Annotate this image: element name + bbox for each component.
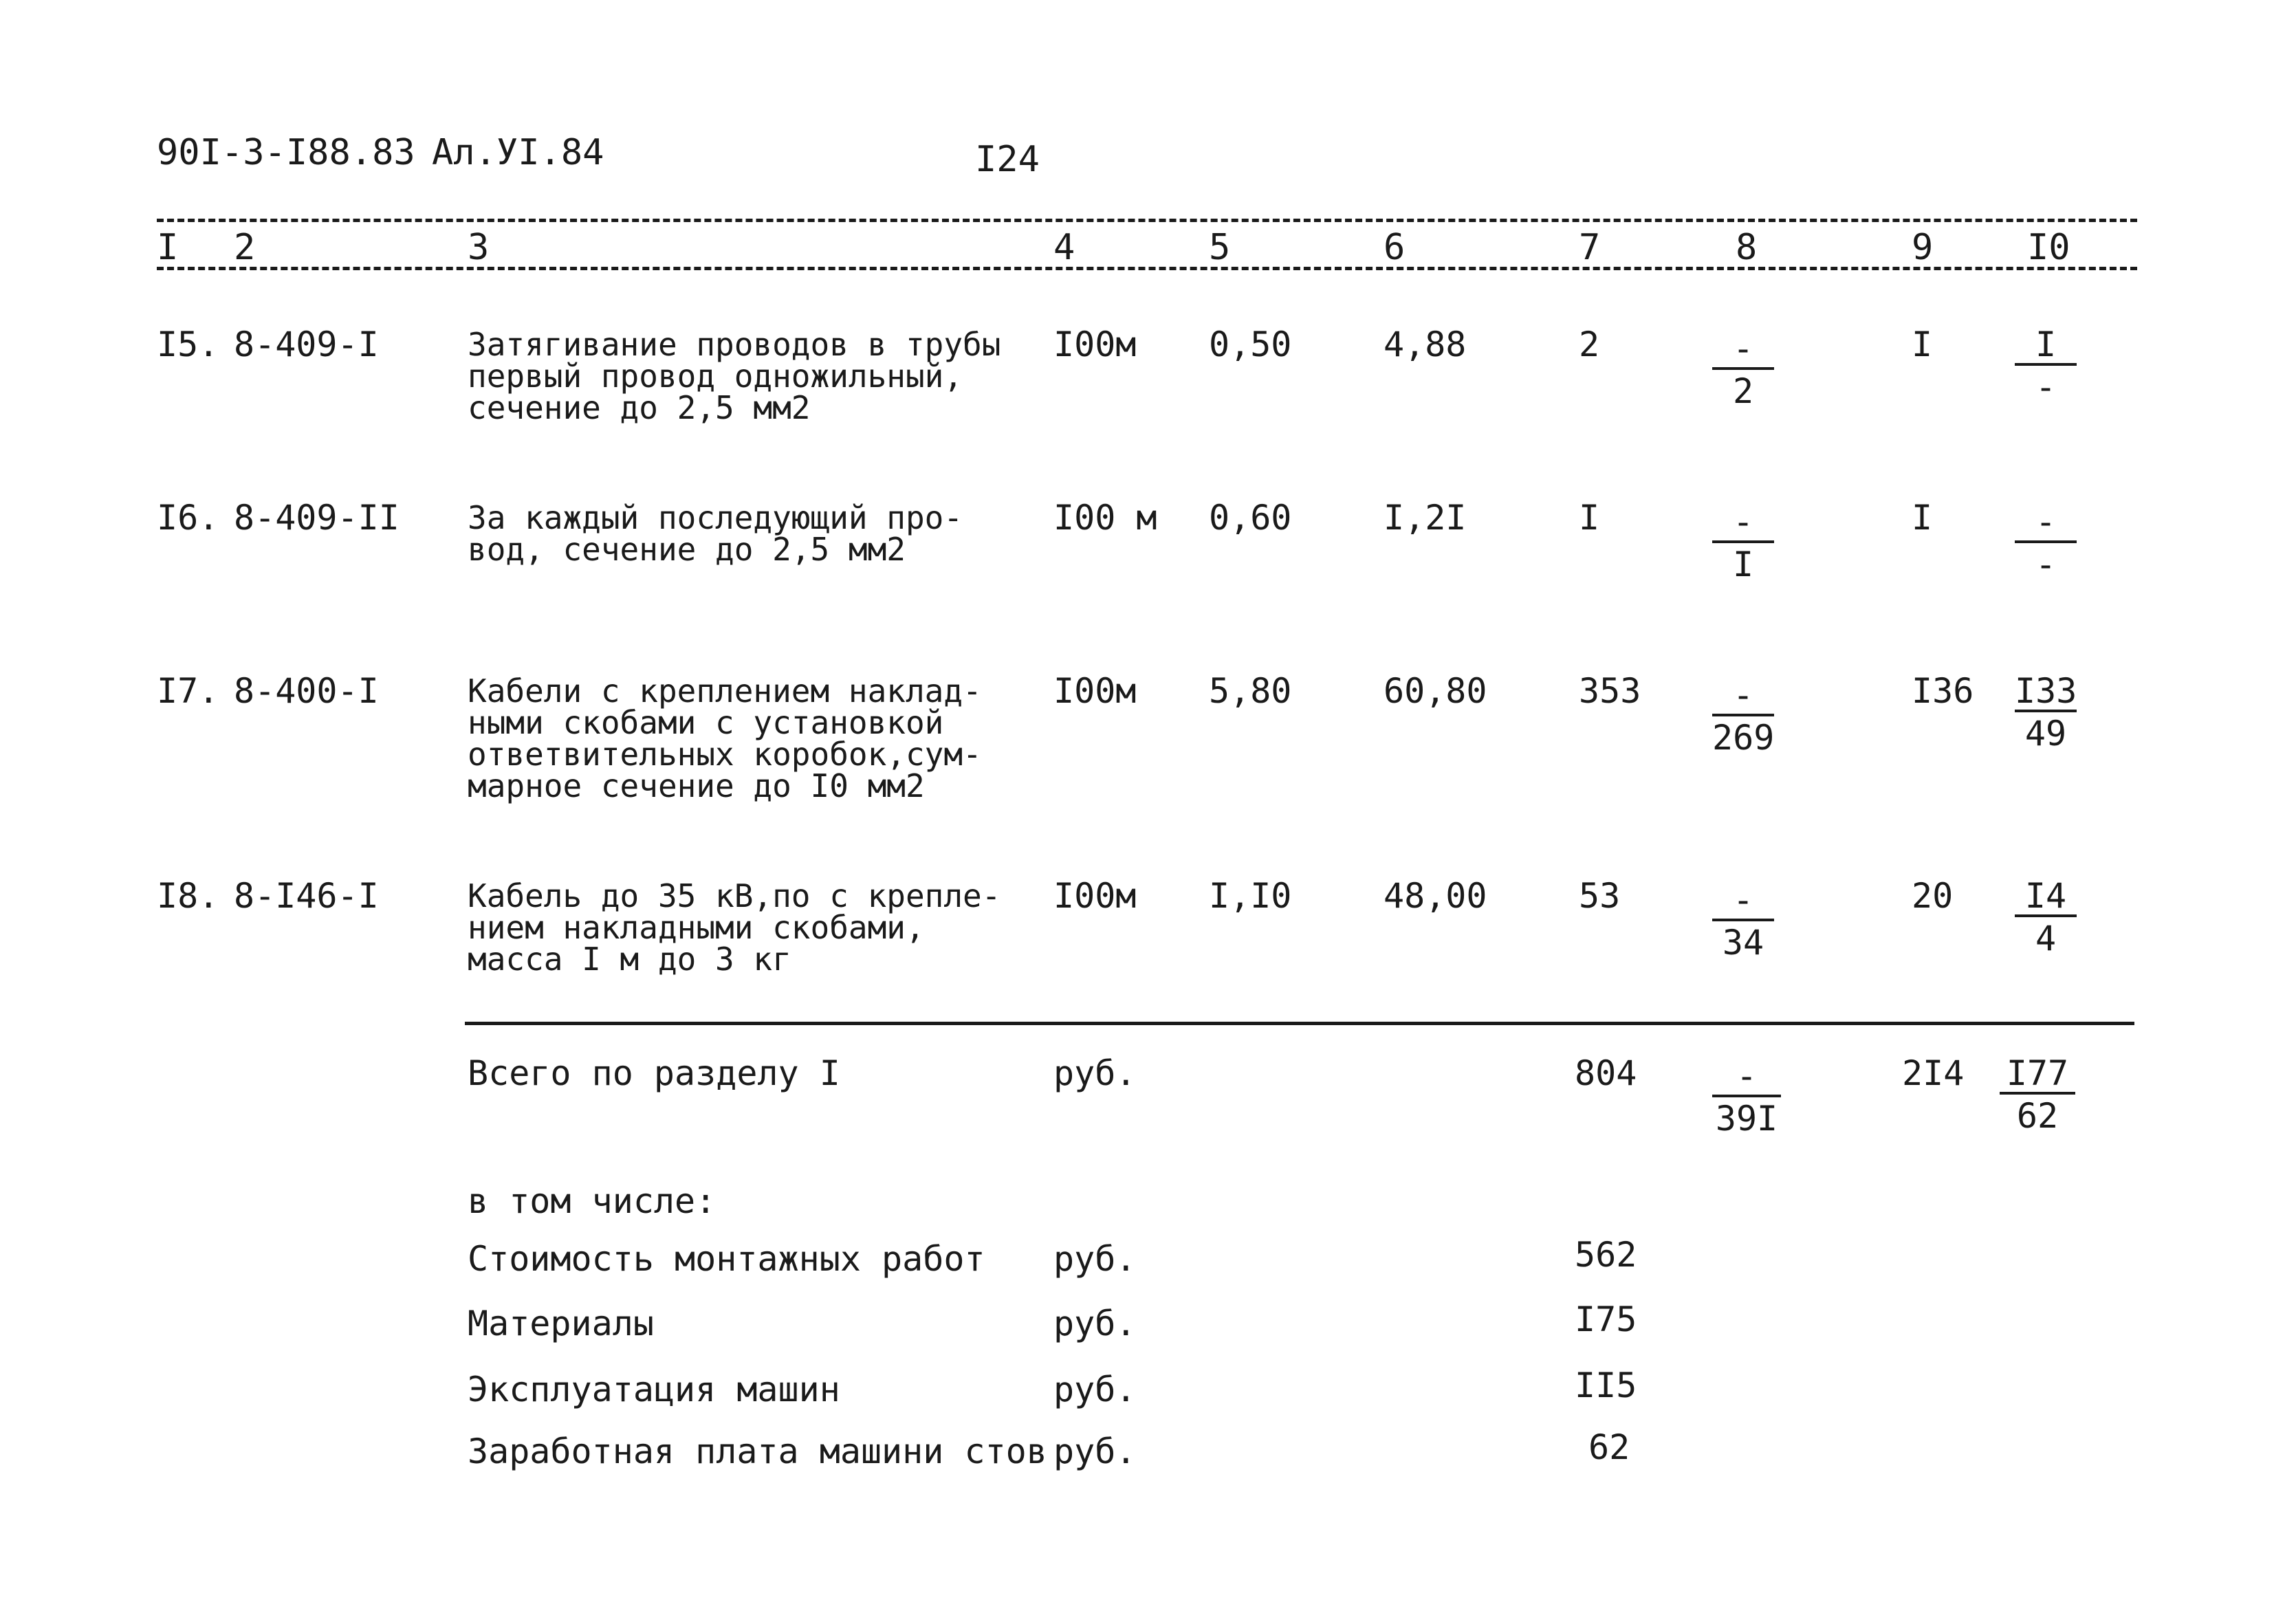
unit-price: I,2I: [1384, 498, 1467, 538]
cost-item-value: I75: [1575, 1299, 1637, 1339]
row-number: I7.: [157, 671, 219, 711]
column-5-header: 5: [1209, 227, 1231, 268]
rate-code: 8-409-I: [234, 325, 379, 364]
work-description: Затягивание проводов в трубы первый провод одножильный, сечение до 2,5 мм2: [468, 326, 1001, 426]
cost-item-unit: руб.: [1053, 1239, 1137, 1279]
column-10-header: I0: [2027, 227, 2070, 268]
header-bottom-rule: [157, 267, 2137, 270]
quantity: 0,50: [1209, 325, 1292, 364]
col9-value: I: [1912, 325, 1933, 364]
document-code: 90I-3-I88.83: [157, 132, 415, 173]
unit: I00м: [1053, 325, 1137, 364]
rate-code: 8-409-II: [234, 498, 400, 538]
col9-value: I36: [1912, 671, 1974, 711]
cost-item-label: Материалы: [468, 1304, 654, 1343]
total-cost: 353: [1579, 671, 1641, 711]
work-description: Кабели с креплением наклад- ными скобами с установкой ответвительных коробок,сум- марное сечение до I0 мм2: [468, 672, 982, 804]
col10-fraction: I33 49: [2015, 671, 2077, 754]
column-2-header: 2: [234, 227, 256, 268]
section-total-value: 804: [1575, 1053, 1637, 1093]
unit-price: 48,00: [1384, 876, 1487, 916]
col8-fraction: - 269: [1712, 675, 1775, 758]
total-cost: 2: [1579, 325, 1600, 364]
rate-code: 8-400-I: [234, 671, 379, 711]
col8-fraction: - 39I: [1712, 1059, 1781, 1136]
col10-fraction: I4 4: [2015, 879, 2077, 956]
cost-item-unit: руб.: [1053, 1431, 1137, 1471]
work-description: Кабель до 35 кВ,по с крепле- нием накладными скобами, масса I м до 3 кг: [468, 877, 1001, 978]
col10-fraction: I77 62: [2000, 1056, 2075, 1133]
cost-item-value: II5: [1575, 1365, 1637, 1405]
including-label: в том числе:: [468, 1181, 717, 1221]
column-6-header: 6: [1384, 227, 1406, 268]
col10-fraction: - -: [2015, 505, 2077, 582]
column-8-header: 8: [1736, 227, 1758, 268]
cost-item-unit: руб.: [1053, 1304, 1137, 1343]
unit: I00 м: [1053, 498, 1157, 538]
quantity: 5,80: [1209, 671, 1292, 711]
unit-price: 60,80: [1384, 671, 1487, 711]
col8-fraction: - I: [1712, 505, 1774, 582]
row-number: I6.: [157, 498, 219, 538]
section-divider: [465, 1022, 2134, 1025]
column-7-header: 7: [1579, 227, 1601, 268]
col9-value: 2I4: [1902, 1053, 1965, 1093]
column-4-header: 4: [1053, 227, 1075, 268]
quantity: I,I0: [1209, 876, 1292, 916]
unit: I00м: [1053, 671, 1137, 711]
cost-item-unit: руб.: [1053, 1370, 1137, 1409]
column-3-header: 3: [468, 227, 490, 268]
col9-value: 20: [1912, 876, 1954, 916]
cost-item-label: Эксплуатация машин: [468, 1370, 840, 1409]
cost-item-label: Стоимость монтажных работ: [468, 1239, 985, 1279]
row-number: I8.: [157, 876, 219, 916]
total-cost: I: [1579, 498, 1600, 538]
rate-code: 8-I46-I: [234, 876, 379, 916]
total-cost: 53: [1579, 876, 1621, 916]
col10-fraction: I -: [2015, 327, 2077, 404]
cost-item-value: 562: [1575, 1235, 1637, 1275]
page-number: I24: [975, 139, 1040, 180]
quantity: 0,60: [1209, 498, 1292, 538]
album-number: Ал.УI.84: [432, 132, 604, 173]
col9-value: I: [1912, 498, 1933, 538]
column-1-header: I: [157, 227, 179, 268]
section-total-unit: руб.: [1053, 1053, 1137, 1093]
unit: I00м: [1053, 876, 1137, 916]
section-total-label: Всего по разделу I: [468, 1053, 840, 1093]
unit-price: 4,88: [1384, 325, 1467, 364]
work-description: За каждый последующий про- вод, сечение до 2,5 мм2: [468, 499, 963, 568]
col8-fraction: - 2: [1712, 331, 1774, 408]
cost-item-value: 62: [1588, 1427, 1630, 1467]
row-number: I5.: [157, 325, 219, 364]
header-top-rule: [157, 219, 2137, 222]
cost-item-label: Заработная плата машини стов: [468, 1431, 1047, 1471]
col8-fraction: - 34: [1712, 883, 1774, 960]
column-9-header: 9: [1912, 227, 1934, 268]
